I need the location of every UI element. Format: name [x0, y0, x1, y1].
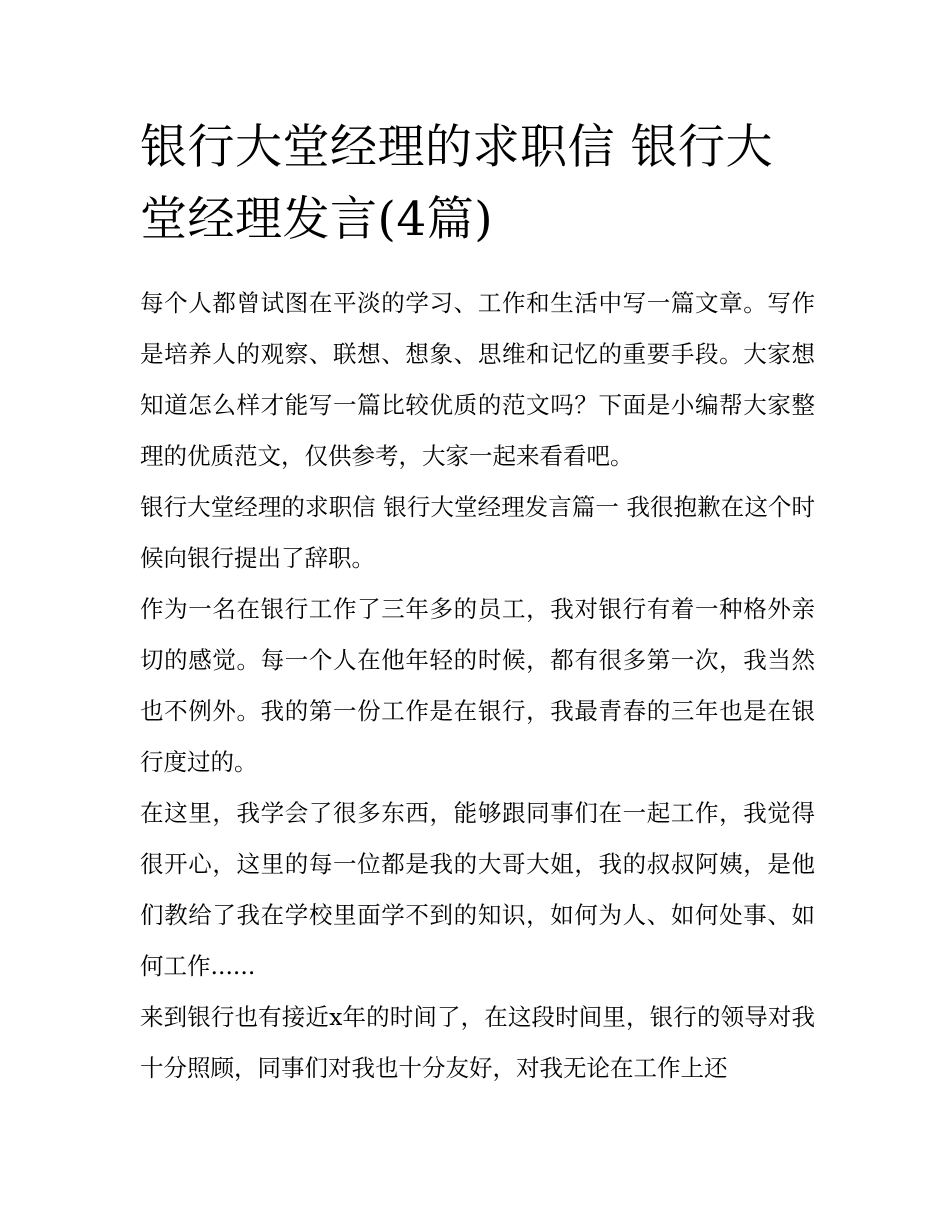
paragraph-intro: 每个人都曾试图在平淡的学习、工作和生活中写一篇文章。写作是培养人的观察、联想、想象、思维和记忆的重要手段。大家想知道怎么样才能写一篇比较优质的范文吗？下面是小编帮大家整理的优质范文，仅供参考，大家一起来看看吧。 — [140, 289, 815, 470]
paragraph-resignation: 银行大堂经理的求职信 银行大堂经理发言篇一 我很抱歉在这个时候向银行提出了辞职。 — [140, 493, 815, 572]
document-body — [140, 112, 815, 1094]
paragraph-list — [140, 278, 815, 1094]
paragraph-gratitude: 来到银行也有接近x年的时间了，在这段时间里，银行的领导对我十分照顾，同事们对我也十分友好，对我无论在工作上还 — [140, 1003, 815, 1082]
paragraph-experience: 作为一名在银行工作了三年多的员工，我对银行有着一种格外亲切的感觉。每一个人在他年轻的时候，都有很多第一次，我当然也不例外。我的第一份工作是在银行，我最青春的三年也是在银行度过的。 — [140, 595, 815, 776]
paragraph-learning: 在这里，我学会了很多东西，能够跟同事们在一起工作，我觉得很开心，这里的每一位都是我的大哥大姐，我的叔叔阿姨，是他们教给了我在学校里面学不到的知识，如何为人、如何处事、如何工作...... — [140, 799, 815, 980]
document-title: 银行大堂经理的求职信 银行大堂经理发言(4篇) — [140, 120, 773, 247]
